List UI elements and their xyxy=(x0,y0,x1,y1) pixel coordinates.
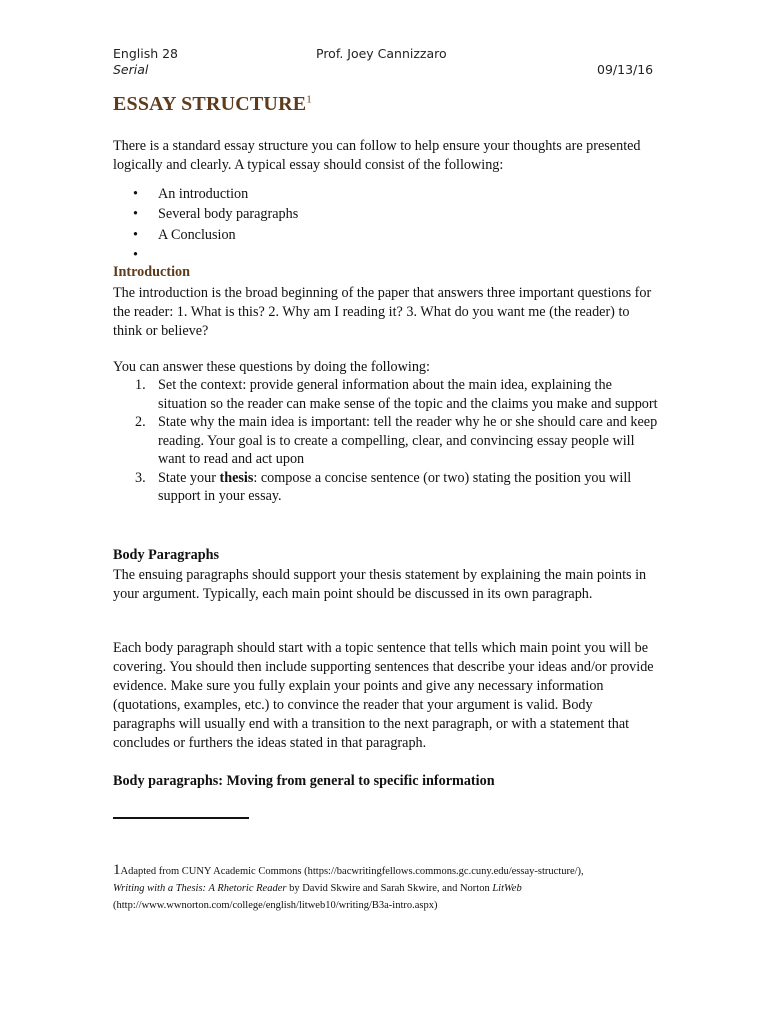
step-text-suffix: : compose a concise sentence (or two) stating the position you will support in your essay. xyxy=(158,469,632,504)
steps-list xyxy=(113,376,658,506)
unit-label: Serial xyxy=(113,62,149,77)
title-text: ESSAY STRUCTURE xyxy=(113,93,307,115)
body-subheading: Body paragraphs: Moving from general to specific information xyxy=(113,773,495,789)
list-item: • A Conclusion xyxy=(113,225,298,245)
footnote-book-title: Writing with a Thesis: A Rhetoric Reader xyxy=(113,883,287,894)
body-paragraph-1: The ensuing paragraphs should support your thesis statement by explaining the main points in your argument. Typically, each main point should be discussed in its own paragraph. xyxy=(113,567,647,602)
footnote-source: Adapted from CUNY Academic Commons (https://bacwritingfellows.commons.gc.cuny.edu/essay-structure/), xyxy=(120,866,584,877)
professor-label: Prof. Joey Cannizzaro xyxy=(316,46,447,61)
body-paragraph-2: Each body paragraph should start with a topic sentence that tells which main point you will be covering. You should then include supporting sentences that describe your ideas and/or provide evidence. Make sure you fully explain your points and give any necessary information (quotations, examples, etc.) to convince the reader that your argument is valid. Body paragraphs will usually end with a transition to the next paragraph, or with a statement that concludes or furthers the ideas stated in that paragraph. xyxy=(113,640,654,751)
step-text: Set the context: provide general information about the main idea, explaining the situation so the reader can make sense of the topic and the claims you make and support xyxy=(158,377,658,412)
step-number: 1. xyxy=(135,377,146,393)
step-text-prefix: State your xyxy=(158,469,220,486)
date-label: 09/13/16 xyxy=(597,62,654,77)
introduction-paragraph: The introduction is the broad beginning of the paper that answers three important questions for the reader: 1. What is this? 2. Why am I reading it? 3. What do you want me (the reader) to think or believe? xyxy=(113,285,652,339)
thesis-term: thesis xyxy=(219,469,254,486)
title-footnote-ref[interactable]: 1 xyxy=(306,93,312,106)
footnote-authors: by David Skwire and Sarah Skwire, and Norton xyxy=(286,883,493,894)
footnote-mark: 1 xyxy=(113,862,121,878)
introduction-lead: You can answer these questions by doing the following: xyxy=(113,359,430,375)
course-label: English 28 xyxy=(113,46,179,61)
footnote xyxy=(113,862,673,914)
step-text: State why the main idea is important: tell the reader why he or she should care and keep reading. Your goal is to create a compelling, clear, and convincing essay people will want to read and act upon xyxy=(158,414,658,467)
footnote-url[interactable]: (http://www.wwnorton.com/college/english/litweb10/writing/B3a-intro.aspx) xyxy=(113,900,438,911)
component-list xyxy=(113,184,298,265)
body-paragraphs-heading: Body Paragraphs xyxy=(113,547,220,563)
introduction-heading: Introduction xyxy=(113,264,190,280)
list-item xyxy=(113,413,658,469)
list-item xyxy=(113,469,658,506)
list-item: • Several body paragraphs xyxy=(113,204,298,224)
intro-paragraph: There is a standard essay structure you can follow to help ensure your thoughts are presented logically and clearly. A typical essay should consist of the following: xyxy=(113,138,641,173)
footnote-site: LitWeb xyxy=(492,883,522,894)
list-item xyxy=(113,245,298,265)
step-number: 2. xyxy=(135,414,146,430)
step-number: 3. xyxy=(135,469,146,486)
list-item xyxy=(113,376,658,413)
footnote-divider xyxy=(113,817,249,819)
list-item: • An introduction xyxy=(113,184,298,204)
page-title xyxy=(113,93,312,116)
